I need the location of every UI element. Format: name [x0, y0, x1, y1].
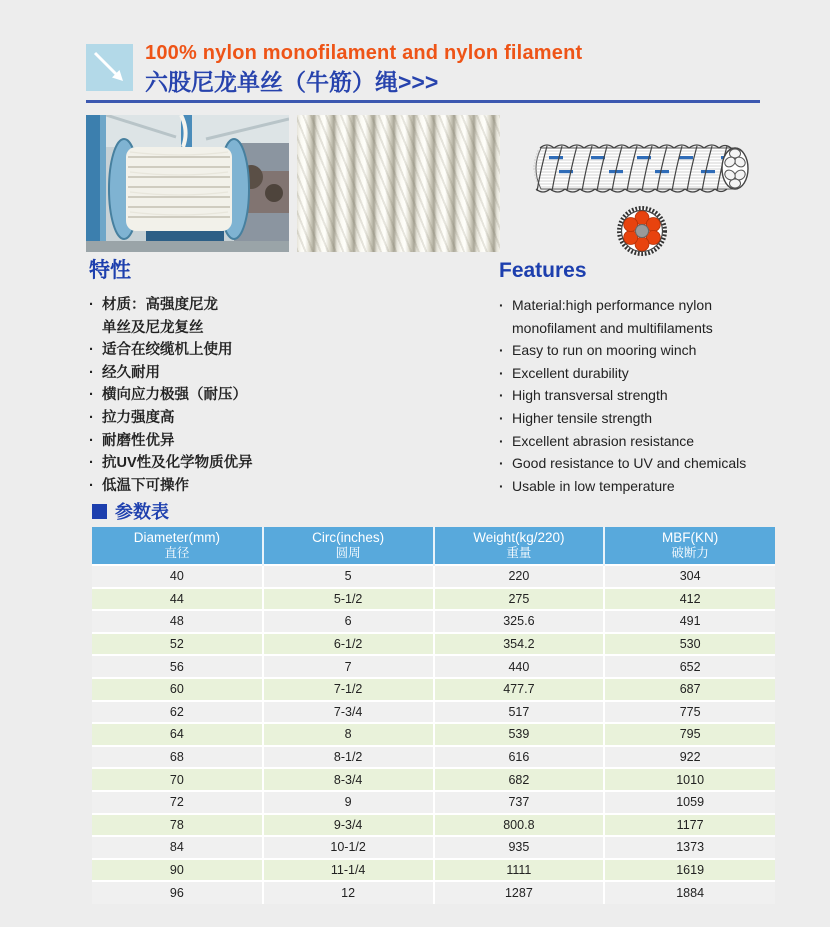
- feature-text: 低温下可操作: [102, 477, 189, 494]
- table-cell: 52: [92, 633, 263, 656]
- diagonal-arrow-icon: [86, 44, 133, 91]
- bullet-dot: ·: [89, 432, 94, 449]
- feature-text: Excellent abrasion resistance: [512, 432, 695, 449]
- table-cell: 1177: [604, 814, 775, 837]
- feature-text: Material:high performance nylon: [512, 297, 712, 313]
- feature-text: Usable in low temperature: [512, 477, 675, 494]
- table-cell: 275: [434, 588, 605, 611]
- table-cell: 8-3/4: [263, 768, 434, 791]
- column-header-zh: 圆周: [335, 546, 361, 560]
- table-row: [92, 746, 775, 769]
- feature-text: Easy to run on mooring winch: [512, 342, 697, 359]
- table-cell: 7-1/2: [263, 678, 434, 701]
- bullet-dot: ·: [499, 455, 504, 472]
- table-row: [92, 881, 775, 904]
- column-header-en: MBF(KN): [662, 530, 719, 545]
- feature-text: 适合在绞缆机上使用: [102, 342, 233, 359]
- bullet-dot: ·: [89, 387, 94, 404]
- column-header: [604, 527, 775, 565]
- column-header-zh: 重量: [506, 546, 532, 560]
- table-row: [92, 723, 775, 746]
- table-cell: 1111: [434, 859, 605, 882]
- feature-text: monofilament and multifilaments: [512, 319, 713, 336]
- table-cell: 517: [434, 701, 605, 724]
- table-cell: 9: [263, 791, 434, 814]
- feature-item: [89, 452, 469, 475]
- table-cell: 1884: [604, 881, 775, 904]
- table-cell: 1287: [434, 881, 605, 904]
- feature-item: [89, 317, 469, 340]
- features-heading-english: Features: [499, 259, 587, 282]
- features-list-english: [499, 294, 819, 497]
- features-section-chinese: [89, 257, 469, 497]
- feature-text: Good resistance to UV and chemicals: [512, 455, 747, 472]
- column-header-en: Weight(kg/220): [473, 530, 565, 545]
- feature-item: [89, 362, 469, 385]
- table-cell: 8-1/2: [263, 746, 434, 769]
- table-cell: 8: [263, 723, 434, 746]
- table-row: [92, 633, 775, 656]
- table-cell: 775: [604, 701, 775, 724]
- table-cell: 84: [92, 836, 263, 859]
- feature-item: [499, 317, 819, 340]
- feature-item: [89, 294, 469, 317]
- table-cell: 40: [92, 565, 263, 588]
- bullet-dot: ·: [89, 409, 94, 426]
- feature-text: 材质：高强度尼龙: [102, 297, 218, 313]
- feature-item: [499, 475, 819, 498]
- column-header-zh: 直径: [164, 546, 190, 560]
- table-cell: 652: [604, 655, 775, 678]
- feature-text: 拉力强度高: [102, 409, 175, 426]
- table-cell: 491: [604, 610, 775, 633]
- table-cell: 10-1/2: [263, 836, 434, 859]
- table-row: [92, 768, 775, 791]
- feature-item: [499, 384, 819, 407]
- rope-cross-section-diagram: [616, 205, 668, 257]
- feature-text: 抗UV性及化学物质优异: [102, 455, 253, 472]
- table-cell: 64: [92, 723, 263, 746]
- feature-item: [499, 430, 819, 453]
- table-cell: 354.2: [434, 633, 605, 656]
- column-header: [92, 527, 263, 565]
- table-cell: 12: [263, 881, 434, 904]
- rope-side-structure-diagram: [527, 141, 760, 196]
- table-cell: 6: [263, 610, 434, 633]
- table-row: [92, 610, 775, 633]
- table-cell: 5: [263, 565, 434, 588]
- bullet-dot: ·: [89, 297, 94, 313]
- feature-item: [89, 475, 469, 498]
- table-cell: 922: [604, 746, 775, 769]
- table-cell: 687: [604, 678, 775, 701]
- bullet-dot: ·: [89, 364, 94, 381]
- table-header-row: [92, 527, 775, 565]
- table-cell: 70: [92, 768, 263, 791]
- bullet-dot: ·: [499, 409, 504, 426]
- title-chinese: 六股尼龙单丝（牛筋）绳>>>: [145, 69, 439, 95]
- table-row: [92, 701, 775, 724]
- table-cell: 1619: [604, 859, 775, 882]
- table-row: [92, 655, 775, 678]
- bullet-dot: ·: [499, 364, 504, 381]
- table-row: [92, 836, 775, 859]
- table-cell: 68: [92, 746, 263, 769]
- table-cell: 1373: [604, 836, 775, 859]
- table-cell: 7: [263, 655, 434, 678]
- feature-item: [499, 362, 819, 385]
- table-cell: 682: [434, 768, 605, 791]
- table-cell: 935: [434, 836, 605, 859]
- table-cell: 6-1/2: [263, 633, 434, 656]
- rope-reel-photo: [86, 115, 289, 252]
- table-cell: 90: [92, 859, 263, 882]
- bullet-dot: ·: [499, 432, 504, 449]
- feature-item: [499, 452, 819, 475]
- specification-table: [92, 527, 775, 904]
- feature-item: [89, 339, 469, 362]
- table-cell: 56: [92, 655, 263, 678]
- table-row: [92, 814, 775, 837]
- feature-text: Excellent durability: [512, 364, 629, 381]
- table-cell: 220: [434, 565, 605, 588]
- table-cell: 737: [434, 791, 605, 814]
- table-cell: 9-3/4: [263, 814, 434, 837]
- params-table-title: [92, 498, 169, 524]
- feature-item: [89, 407, 469, 430]
- table-cell: 616: [434, 746, 605, 769]
- table-row: [92, 859, 775, 882]
- table-cell: 304: [604, 565, 775, 588]
- table-cell: 440: [434, 655, 605, 678]
- table-cell: 412: [604, 588, 775, 611]
- feature-text: High transversal strength: [512, 387, 668, 404]
- params-table-label: 参数表: [115, 502, 169, 522]
- feature-text: 横向应力极强（耐压）: [102, 387, 247, 404]
- table-cell: 7-3/4: [263, 701, 434, 724]
- table-cell: 800.8: [434, 814, 605, 837]
- features-list-chinese: [89, 294, 469, 497]
- table-cell: 44: [92, 588, 263, 611]
- table-row: [92, 791, 775, 814]
- page-header: [145, 41, 582, 98]
- header-divider: [86, 100, 760, 103]
- table-cell: 60: [92, 678, 263, 701]
- feature-item: [499, 339, 819, 362]
- column-header-zh: 破断力: [671, 546, 709, 560]
- table-cell: 1010: [604, 768, 775, 791]
- table-cell: 96: [92, 881, 263, 904]
- table-cell: 795: [604, 723, 775, 746]
- bullet-dot: ·: [499, 387, 504, 404]
- column-header: [434, 527, 605, 565]
- bullet-dot: ·: [89, 455, 94, 472]
- table-cell: 1059: [604, 791, 775, 814]
- feature-text: Higher tensile strength: [512, 409, 653, 426]
- column-header: [263, 527, 434, 565]
- column-header-en: Diameter(mm): [133, 530, 220, 545]
- table-cell: 530: [604, 633, 775, 656]
- bullet-dot: ·: [89, 342, 94, 359]
- feature-item: [89, 430, 469, 453]
- feature-text: 经久耐用: [102, 364, 160, 381]
- bullet-dot: ·: [499, 342, 504, 359]
- title-english: 100% nylon monofilament and nylon filament: [145, 42, 583, 64]
- feature-item: [499, 294, 819, 317]
- feature-item: [499, 407, 819, 430]
- column-header-en: Circ(inches): [312, 530, 385, 545]
- bullet-dot: ·: [499, 297, 504, 313]
- feature-text: 耐磨性优异: [102, 432, 175, 449]
- features-heading-chinese: 特性: [89, 259, 131, 282]
- table-cell: 5-1/2: [263, 588, 434, 611]
- bullet-dot: ·: [89, 477, 94, 494]
- table-row: [92, 678, 775, 701]
- table-cell: 477.7: [434, 678, 605, 701]
- feature-item: [89, 384, 469, 407]
- features-section-english: [499, 257, 819, 497]
- table-cell: 325.6: [434, 610, 605, 633]
- table-row: [92, 588, 775, 611]
- feature-text: 单丝及尼龙复丝: [102, 319, 204, 336]
- table-cell: 48: [92, 610, 263, 633]
- table-cell: 539: [434, 723, 605, 746]
- square-bullet-icon: [92, 504, 107, 519]
- table-row: [92, 565, 775, 588]
- rope-strands-photo: [297, 115, 500, 252]
- bullet-dot: ·: [499, 477, 504, 494]
- table-cell: 11-1/4: [263, 859, 434, 882]
- table-cell: 78: [92, 814, 263, 837]
- table-cell: 62: [92, 701, 263, 724]
- table-cell: 72: [92, 791, 263, 814]
